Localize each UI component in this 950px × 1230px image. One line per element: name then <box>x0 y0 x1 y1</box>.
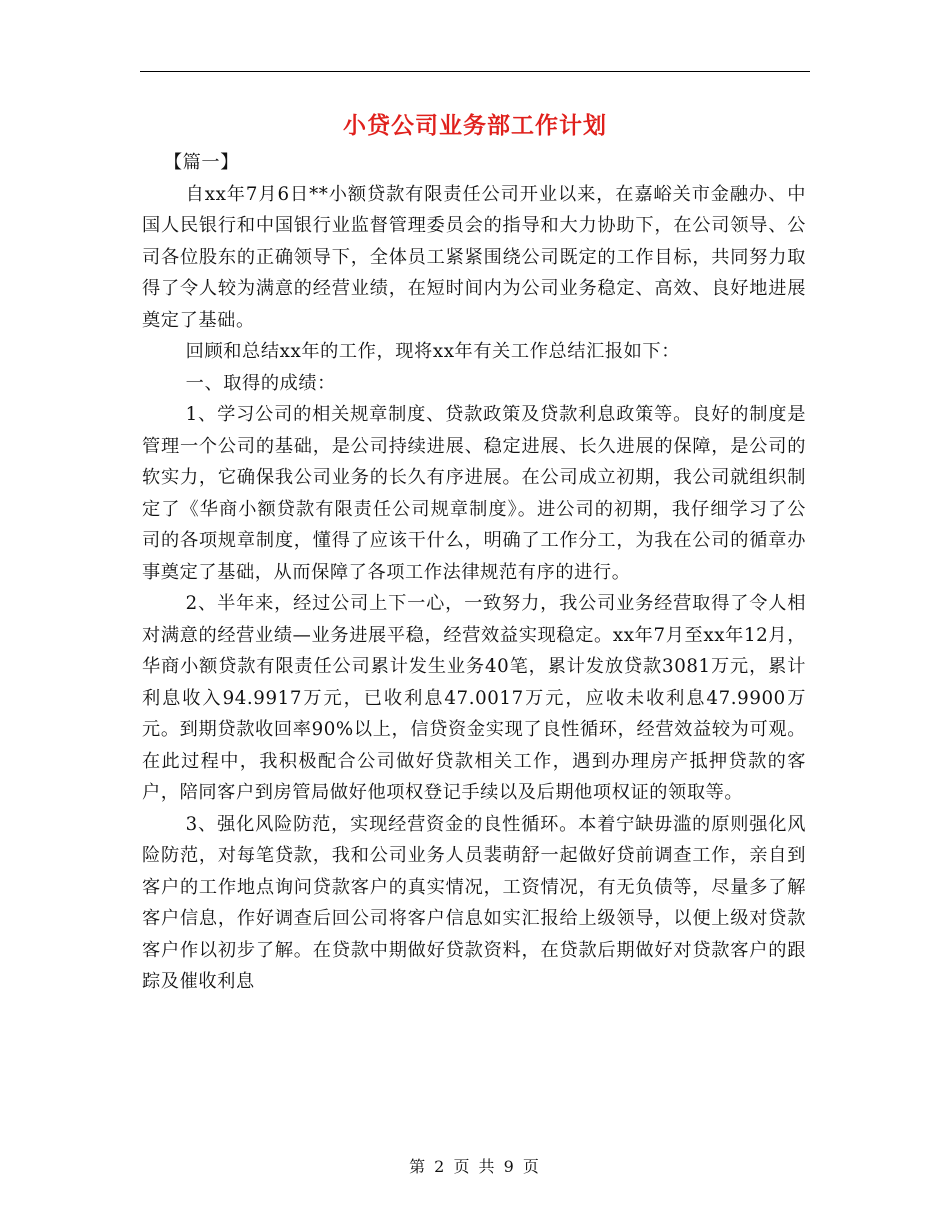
paragraph-item-1: 1、学习公司的相关规章制度、贷款政策及贷款利息政策等。良好的制度是管理一个公司的基础，是公司持续进展、稳定进展、长久进展的保障，是公司的软实力，它确保我公司业务的长久有序进展。在公司成立初期，我公司就组织制定了《华商小额贷款有限责任公司规章制度》。进公司的初期，我仔细学习了公司的各项规章制度，懂得了应该干什么，明确了工作分工，为我在公司的循章办事奠定了基础，从而保障了各项工作法律规范有序的进行。 <box>142 404 806 583</box>
paragraph-item-3: 3、强化风险防范，实现经营资金的良性循环。本着宁缺毋滥的原则强化风险防范，对每笔贷款，我和公司业务人员裴萌舒一起做好贷前调查工作，亲自到客户的工作地点询问贷款客户的真实情况，工资情况，有无负债等，尽量多了解客户信息，作好调查后回公司将客户信息如实汇报给上级领导，以便上级对贷款客户作以初步了解。在贷款中期做好贷款资料，在贷款后期做好对贷款客户的跟踪及催收利息 <box>142 813 806 992</box>
paragraph-intro: 自xx年7月6日**小额贷款有限责任公司开业以来，在嘉峪关市金融办、中国人民银行和中国银行业监督管理委员会的指导和大力协助下，在公司领导、公司各位股东的正确领导下，全体员工紧紧围绕公司既定的工作目标，共同努力取得了令人较为满意的经营业绩，在短时间内为公司业务稳定、高效、良好地进展奠定了基础。 <box>142 183 806 331</box>
page-number: 第 2 页 共 9 页 <box>409 1157 541 1176</box>
document-title: 小贷公司业务部工作计划 <box>343 112 607 139</box>
header-rule <box>140 71 810 72</box>
paragraph-review: 回顾和总结xx年的工作，现将xx年有关工作总结汇报如下： <box>185 341 681 362</box>
section-label: 【篇一】 <box>163 152 239 173</box>
paragraph-heading-achievements: 一、取得的成绩： <box>185 372 336 394</box>
document-body <box>142 147 806 998</box>
paragraph-item-2: 2、半年来，经过公司上下一心，一致努力，我公司业务经营取得了令人相对满意的经营业绩—业务进展平稳，经营效益实现稳定。xx年7月至xx年12月，华商小额贷款有限责任公司累计发生业务40笔，累计发放贷款3081万元，累计利息收入94.9917万元，已收利息47.0017万元，应收未收利息47.9900万元。到期贷款收回率90%以上，信贷资金实现了良性循环，经营效益较为可观。在此过程中，我积极配合公司做好贷款相关工作，遇到办理房产抵押贷款的客户，陪同客户到房管局做好他项权登记手续以及后期他项权证的领取等。 <box>142 593 806 803</box>
